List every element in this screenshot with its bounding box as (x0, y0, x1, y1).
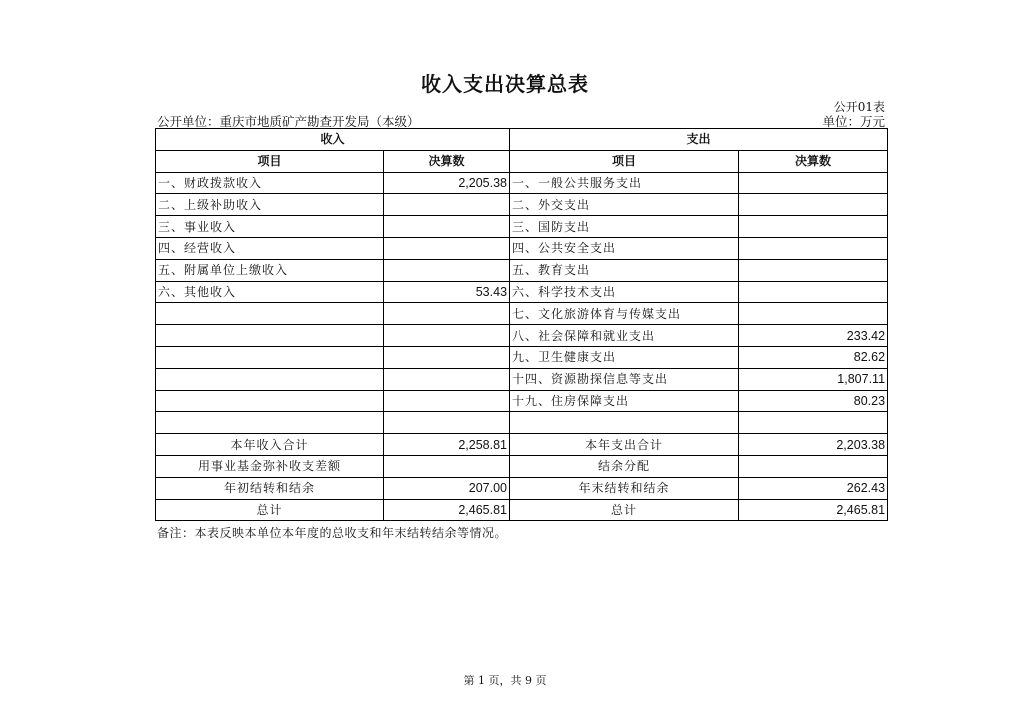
expense-item-cell: 七、文化旅游体育与传媒支出 (510, 303, 739, 325)
income-amount-cell: 2,205.38 (384, 172, 510, 194)
expense-amount-cell: 262.43 (739, 477, 888, 499)
income-amount-cell: 2,258.81 (384, 434, 510, 456)
table-row (156, 325, 888, 347)
expense-item-cell: 五、教育支出 (510, 259, 739, 281)
expense-amount-cell (739, 194, 888, 216)
expense-amount-cell (739, 259, 888, 281)
income-amount-cell (384, 412, 510, 434)
income-amount-cell (384, 194, 510, 216)
expense-section-header: 支出 (510, 129, 888, 151)
expense-amount-cell: 2,465.81 (739, 499, 888, 521)
table-row (156, 259, 888, 281)
income-item-cell: 用事业基金弥补收支差额 (156, 455, 384, 477)
income-item-cell: 二、上级补助收入 (156, 194, 384, 216)
expense-item-cell: 三、国防支出 (510, 216, 739, 238)
expense-item-cell: 总计 (510, 499, 739, 521)
table-row (156, 390, 888, 412)
expense-amount-cell: 233.42 (739, 325, 888, 347)
expense-item-cell (510, 412, 739, 434)
summary-row (156, 455, 888, 477)
income-amount-cell (384, 346, 510, 368)
income-item-cell (156, 412, 384, 434)
income-item-cell (156, 390, 384, 412)
income-item-cell: 五、附属单位上缴收入 (156, 259, 384, 281)
table-row (156, 303, 888, 325)
income-amount-cell (384, 216, 510, 238)
expense-item-cell: 十九、住房保障支出 (510, 390, 739, 412)
income-item-cell: 三、事业收入 (156, 216, 384, 238)
income-amount-cell (384, 455, 510, 477)
reporting-unit: 公开单位：重庆市地质矿产勘查开发局（本级） (157, 114, 420, 129)
expense-item-cell: 六、科学技术支出 (510, 281, 739, 303)
income-item-cell: 年初结转和结余 (156, 477, 384, 499)
expense-amount-cell (739, 303, 888, 325)
income-item-column-header: 项目 (156, 150, 384, 172)
expense-amount-cell (739, 281, 888, 303)
expense-item-cell: 四、公共安全支出 (510, 237, 739, 259)
expense-item-cell: 十四、资源勘探信息等支出 (510, 368, 739, 390)
expense-amount-cell (739, 455, 888, 477)
expense-item-cell: 结余分配 (510, 455, 739, 477)
expense-amount-cell (739, 172, 888, 194)
currency-unit: 单位：万元 (822, 114, 885, 129)
income-item-cell: 四、经营收入 (156, 237, 384, 259)
income-item-cell (156, 325, 384, 347)
table-note: 备注：本表反映本单位本年度的总收支和年末结转结余等情况。 (157, 526, 508, 540)
expense-amount-cell: 1,807.11 (739, 368, 888, 390)
expense-amount-cell (739, 412, 888, 434)
income-amount-cell (384, 390, 510, 412)
expense-amount-cell (739, 237, 888, 259)
expense-item-cell: 本年支出合计 (510, 434, 739, 456)
income-item-cell: 本年收入合计 (156, 434, 384, 456)
expense-item-cell: 八、社会保障和就业支出 (510, 325, 739, 347)
expense-item-cell: 九、卫生健康支出 (510, 346, 739, 368)
table-row (156, 346, 888, 368)
income-amount-cell (384, 303, 510, 325)
column-header-row (156, 150, 888, 172)
table-row (156, 281, 888, 303)
table-row (156, 216, 888, 238)
income-item-cell: 总计 (156, 499, 384, 521)
table-row (156, 368, 888, 390)
income-item-cell: 一、财政拨款收入 (156, 172, 384, 194)
income-amount-cell: 53.43 (384, 281, 510, 303)
summary-row (156, 434, 888, 456)
summary-row (156, 499, 888, 521)
expense-item-cell: 年末结转和结余 (510, 477, 739, 499)
table-row (156, 237, 888, 259)
income-amount-column-header: 决算数 (384, 150, 510, 172)
income-item-cell (156, 368, 384, 390)
expense-amount-cell: 82.62 (739, 346, 888, 368)
income-amount-cell (384, 237, 510, 259)
summary-row (156, 477, 888, 499)
section-header-row (156, 129, 888, 151)
income-amount-cell (384, 259, 510, 281)
table-row (156, 194, 888, 216)
expense-amount-column-header: 决算数 (739, 150, 888, 172)
income-amount-cell: 2,465.81 (384, 499, 510, 521)
expense-amount-cell: 2,203.38 (739, 434, 888, 456)
income-item-cell (156, 346, 384, 368)
expense-amount-cell (739, 216, 888, 238)
expense-item-cell: 一、一般公共服务支出 (510, 172, 739, 194)
income-item-cell (156, 303, 384, 325)
income-amount-cell (384, 368, 510, 390)
income-section-header: 收入 (156, 129, 510, 151)
income-item-cell: 六、其他收入 (156, 281, 384, 303)
page-number: 第 1 页，共 9 页 (463, 674, 547, 687)
table-row (156, 412, 888, 434)
expense-item-column-header: 项目 (510, 150, 739, 172)
document-title: 收入支出决算总表 (421, 72, 589, 96)
income-expense-table (155, 128, 888, 521)
table-row (156, 172, 888, 194)
income-amount-cell: 207.00 (384, 477, 510, 499)
expense-amount-cell: 80.23 (739, 390, 888, 412)
income-amount-cell (384, 325, 510, 347)
expense-item-cell: 二、外交支出 (510, 194, 739, 216)
form-number: 公开01表 (833, 100, 885, 114)
